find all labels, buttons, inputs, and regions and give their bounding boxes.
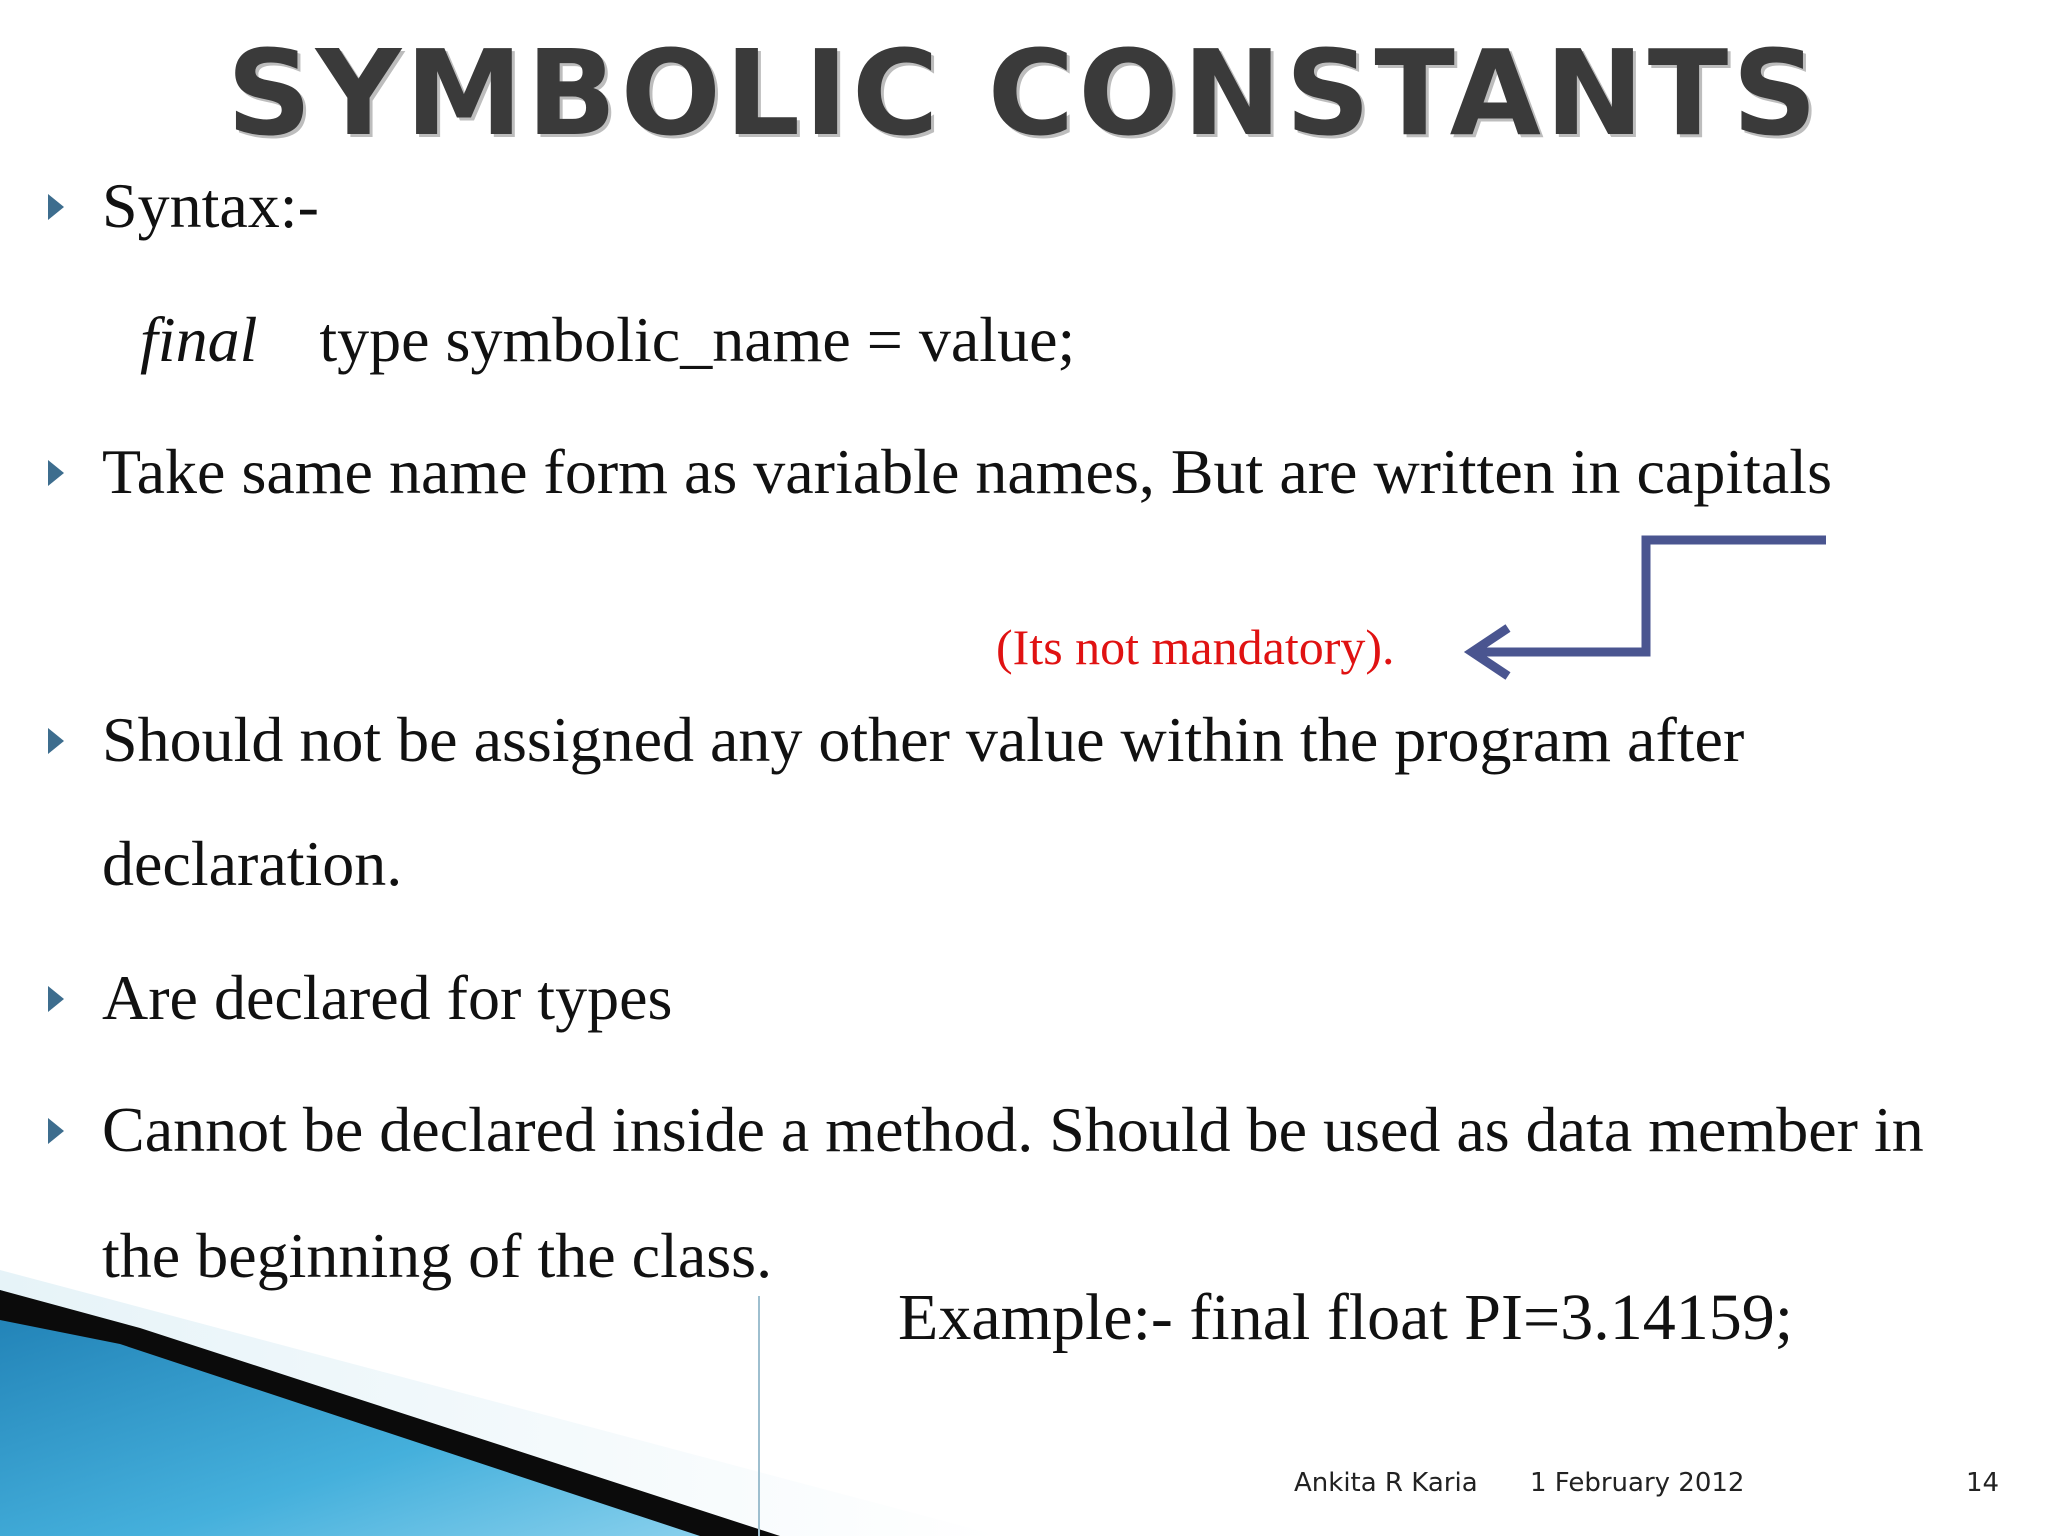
example-code: Example:- final float PI=3.14159; (898, 1281, 1794, 1354)
slide-title: SYMBOLIC CONSTANTS (226, 24, 1822, 162)
bullet-arrow-icon (48, 194, 64, 220)
bullet-arrow-icon (48, 986, 64, 1012)
bullet-arrow-icon (48, 728, 64, 754)
thin-vertical-line (758, 1296, 760, 1536)
note-not-mandatory: (Its not mandatory). (996, 619, 1395, 675)
syntax-rest: type symbolic_name = value; (319, 304, 1076, 375)
connector-arrow-icon (1456, 528, 1836, 688)
bullet-declared-types: Are declared for types (102, 962, 673, 1033)
bullet-naming: Take same name form as variable names, But are written in capitals (102, 436, 1832, 507)
bullet-not-in-method-line2: the beginning of the class. (102, 1220, 773, 1291)
footer-date: 1 February 2012 (1530, 1468, 1745, 1498)
bullet-no-reassign-line1: Should not be assigned any other value within the program after (102, 704, 1745, 775)
syntax-keyword: final (140, 304, 258, 375)
bullet-not-in-method-line1: Cannot be declared inside a method. Should be used as data member in (102, 1094, 1924, 1165)
syntax-line (140, 300, 1075, 380)
footer-page-number: 14 (1966, 1468, 2000, 1498)
bullet-arrow-icon (48, 460, 64, 486)
bullet-syntax: Syntax:- (102, 170, 319, 241)
bullet-arrow-icon (48, 1118, 64, 1144)
footer-author: Ankita R Karia (1294, 1468, 1478, 1498)
bullet-no-reassign-line2: declaration. (102, 828, 403, 899)
